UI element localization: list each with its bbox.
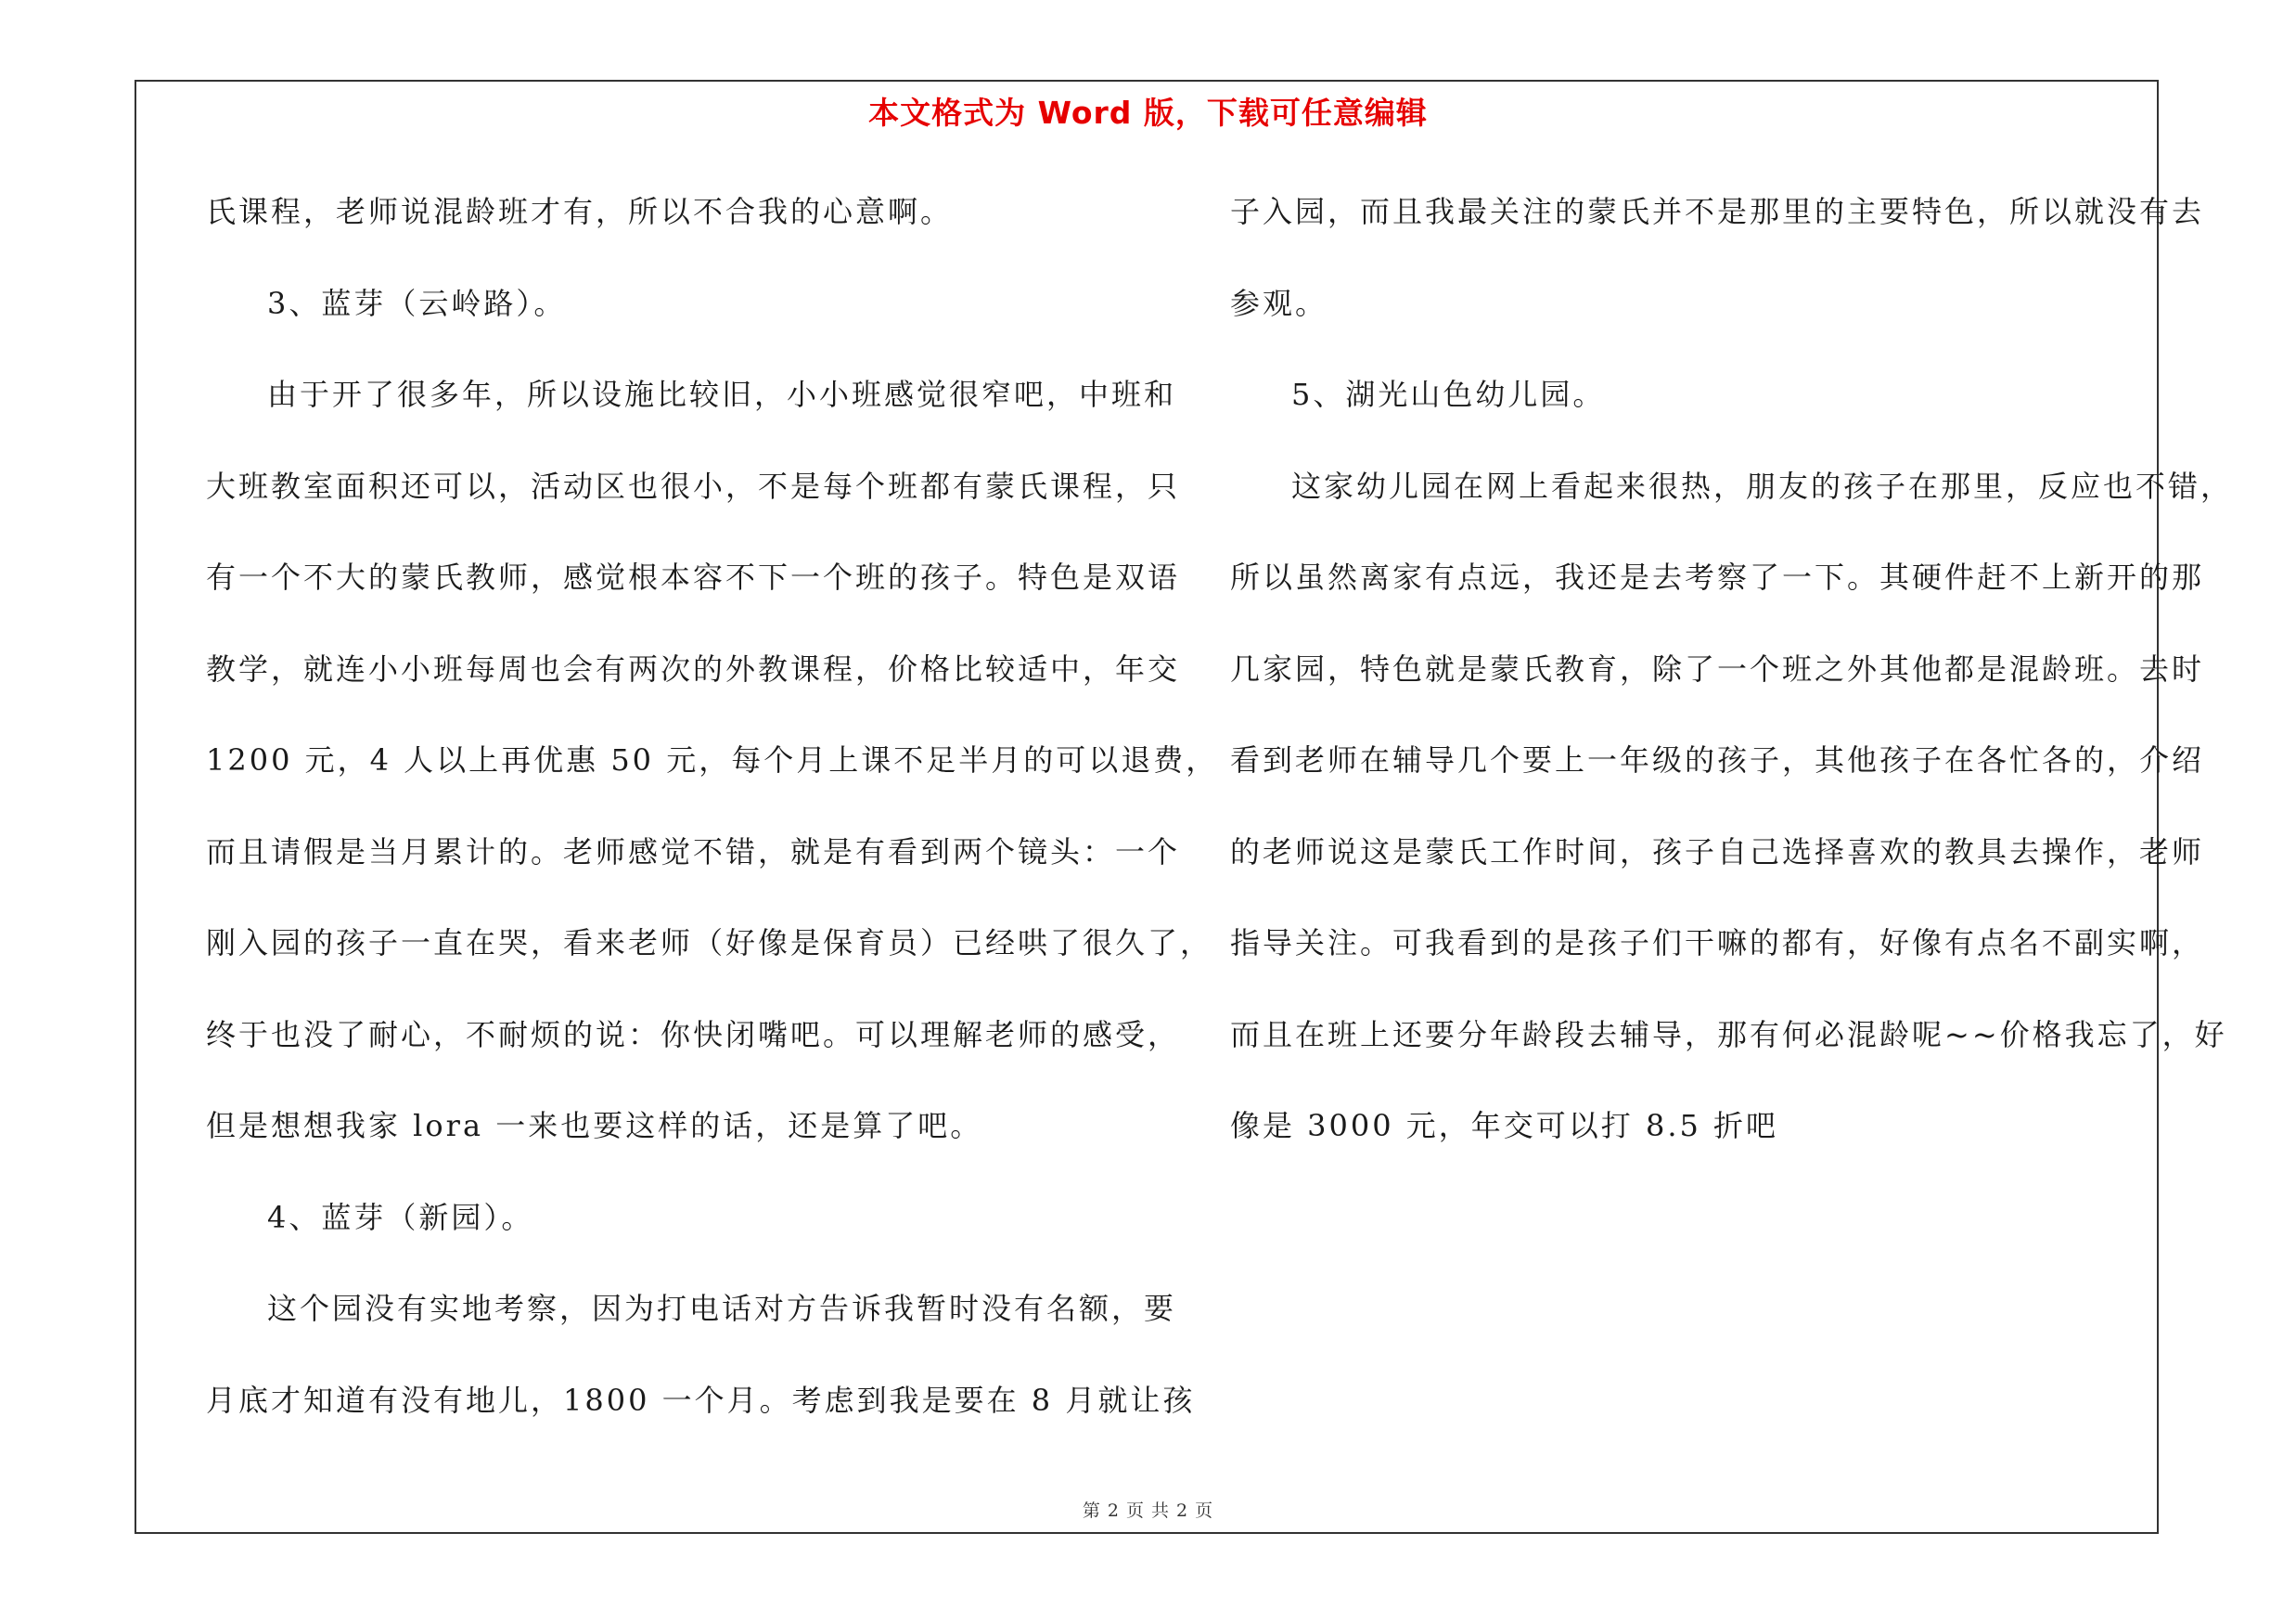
- text-line: 3、蓝芽（云岭路）。: [267, 285, 567, 321]
- text-line: 参观。: [1230, 285, 1328, 321]
- text-line: 这家幼儿园在网上看起来很热，朋友的孩子在那里，反应也不错，: [1291, 468, 2234, 504]
- right-text-column: [1230, 178, 2234, 1184]
- text-line: 看到老师在辅导几个要上一年级的孩子，其他孩子在各忙各的，介绍: [1230, 742, 2205, 778]
- text-line: 有一个不大的蒙氏教师，感觉根本容不下一个班的孩子。特色是双语: [206, 560, 1181, 595]
- text-line: 1200 元，4 人以上再优惠 50 元，每个月上课不足半月的可以退费，: [206, 742, 1219, 778]
- text-line: 月底才知道有没有地儿，1800 一个月。考虑到我是要在 8 月就让孩: [206, 1382, 1196, 1418]
- word-format-banner: 本文格式为 Word 版，下载可任意编辑: [868, 95, 1428, 131]
- text-line: 4、蓝芽（新园）。: [267, 1199, 534, 1235]
- text-line: 像是 3000 元，年交可以打 8.5 折吧: [1230, 1108, 1779, 1143]
- text-line: 子入园，而且我最关注的蒙氏并不是那里的主要特色，所以就没有去: [1230, 194, 2205, 229]
- left-text-column: [206, 178, 1219, 1458]
- text-line: 大班教室面积还可以，活动区也很小，不是每个班都有蒙氏课程，只: [206, 468, 1181, 504]
- page-number-footer: 第 2 页 共 2 页: [1082, 1501, 1214, 1521]
- text-line: 这个园没有实地考察，因为打电话对方告诉我暂时没有名额，要: [267, 1291, 1177, 1326]
- text-line: 教学，就连小小班每周也会有两次的外教课程，价格比较适中，年交: [206, 650, 1181, 687]
- text-line: 终于也没了耐心，不耐烦的说：你快闭嘴吧。可以理解老师的感受，: [206, 1016, 1181, 1052]
- text-line: 几家园，特色就是蒙氏教育，除了一个班之外其他都是混龄班。去时: [1230, 650, 2205, 687]
- text-line: 5、湖光山色幼儿园。: [1291, 377, 1606, 412]
- text-line: 而且请假是当月累计的。老师感觉不错，就是有看到两个镜头：一个: [206, 833, 1181, 869]
- text-line: 的老师说这是蒙氏工作时间，孩子自己选择喜欢的教具去操作，老师: [1230, 833, 2205, 869]
- text-line: 氏课程，老师说混龄班才有，所以不合我的心意啊。: [206, 194, 954, 229]
- text-line: 指导关注。可我看到的是孩子们干嘛的都有，好像有点名不副实啊，: [1230, 925, 2205, 960]
- text-line: 而且在班上还要分年龄段去辅导，那有何必混龄呢~~价格我忘了，好: [1230, 1016, 2227, 1052]
- text-line: 由于开了很多年，所以设施比较旧，小小班感觉很窄吧，中班和: [267, 377, 1177, 412]
- text-line: 刚入园的孩子一直在哭，看来老师（好像是保育员）已经哄了很久了，: [206, 925, 1213, 960]
- text-line: 但是想想我家 lora 一来也要这样的话，还是算了吧。: [206, 1108, 983, 1143]
- text-line: 所以虽然离家有点远，我还是去考察了一下。其硬件赶不上新开的那: [1230, 560, 2205, 595]
